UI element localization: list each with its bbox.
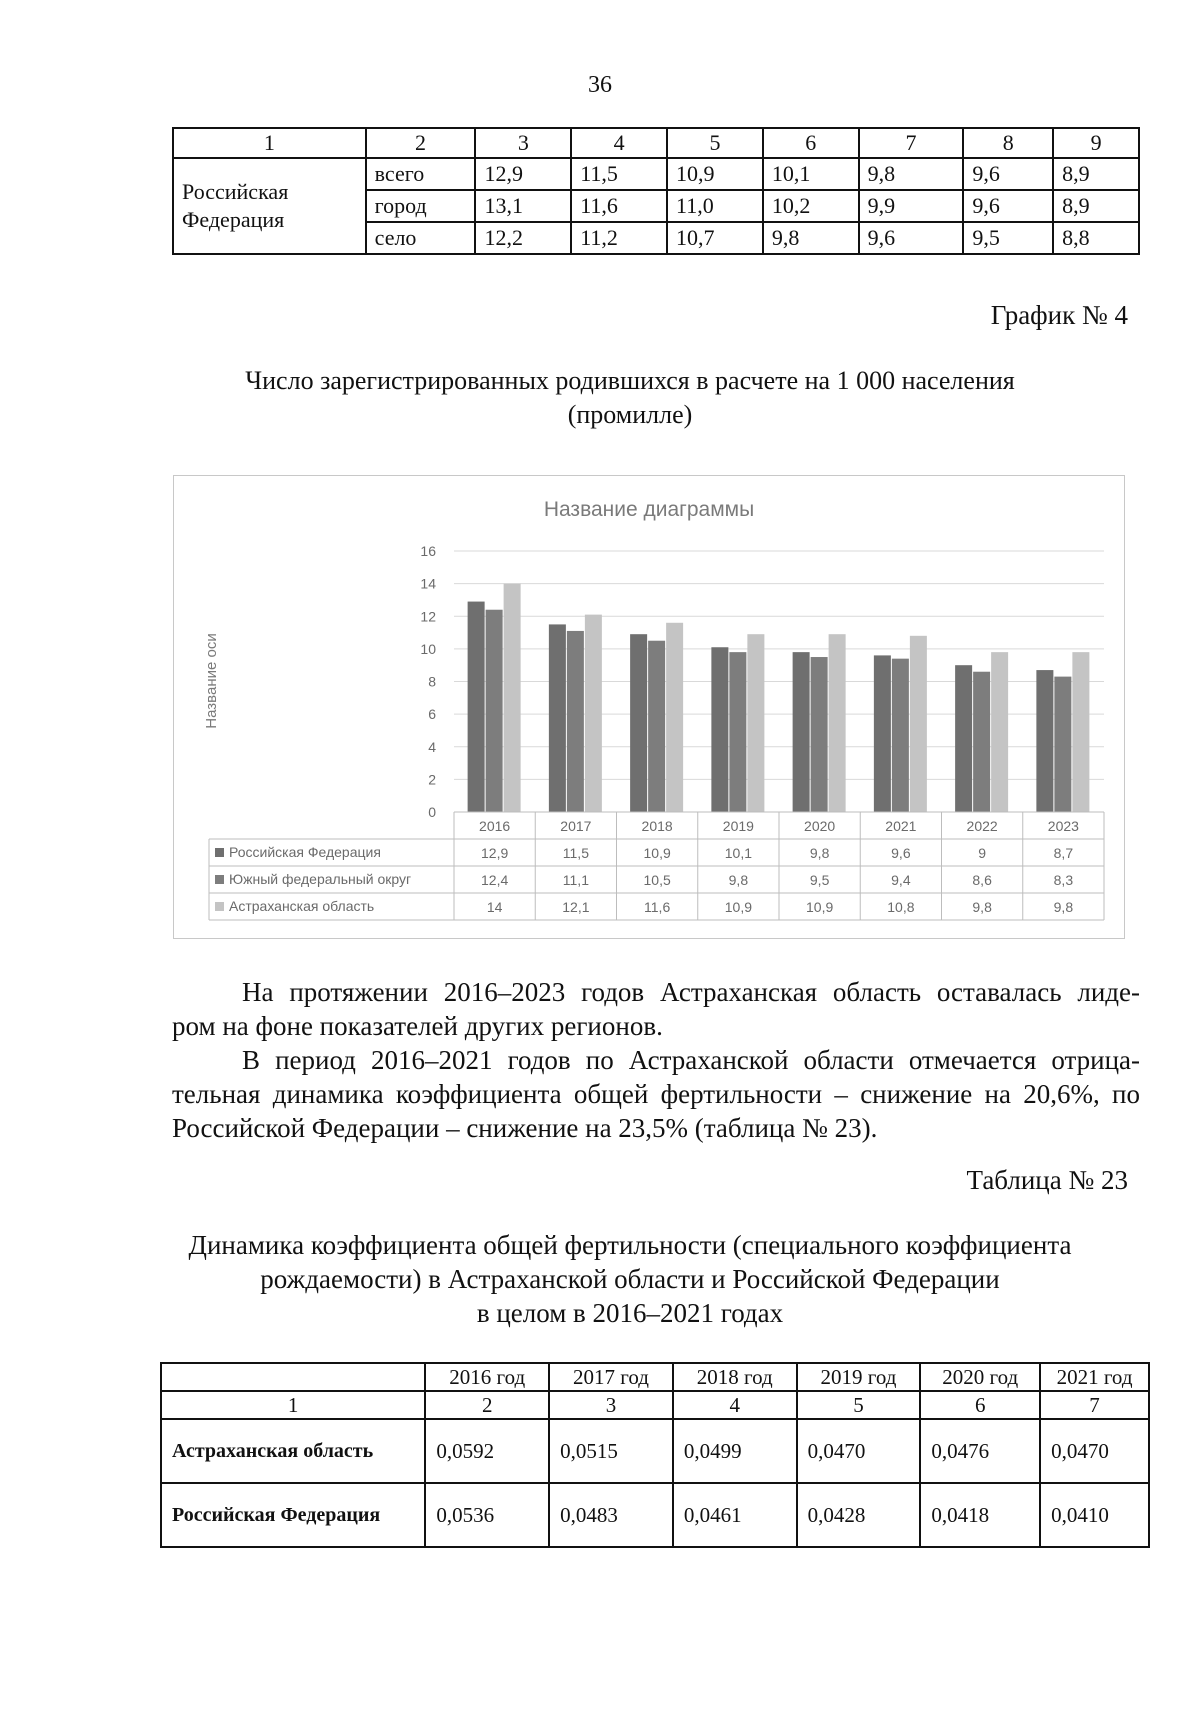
x-tick-label: 2017	[560, 818, 592, 834]
legend-swatch	[215, 848, 224, 857]
number-header-cell: 7	[1040, 1391, 1149, 1419]
table-cell: 0,0536	[425, 1483, 549, 1547]
top-table-header-cell: 3	[475, 128, 571, 158]
number-header-cell: 3	[549, 1391, 673, 1419]
bar	[874, 655, 891, 812]
table-cell: 0,0476	[920, 1419, 1040, 1483]
data-label: 8,6	[972, 872, 992, 888]
table-row	[161, 1483, 1149, 1547]
data-label: 9,8	[809, 845, 830, 861]
y-tick-label: 4	[428, 738, 436, 755]
bar	[811, 657, 828, 812]
data-label: 10,8	[887, 899, 915, 915]
data-label: 10,1	[724, 845, 752, 861]
table-cell: 0,0483	[549, 1483, 673, 1547]
top-table-header-cell: 7	[859, 128, 964, 158]
table-heading-line: рождаемости) в Астраханской области и Российской Федерации	[260, 1264, 1000, 1294]
paragraph-line: На протяжении 2016–2023 годов Астраханская область оставалась лиде-	[242, 977, 1140, 1007]
table-cell: 9,8	[763, 222, 859, 254]
table-heading-line: в целом в 2016–2021 годах	[476, 1298, 784, 1328]
table-row	[161, 1419, 1149, 1483]
table-cell: 12,2	[475, 222, 571, 254]
table-cell: 9,6	[963, 190, 1053, 222]
table-cell: 8,9	[1053, 158, 1139, 190]
y-tick-label: 10	[420, 640, 436, 657]
data-label: 10,9	[806, 899, 834, 915]
chart-frame	[173, 475, 1125, 939]
bar	[1054, 677, 1071, 812]
row-label: всего	[366, 158, 476, 190]
bar	[829, 634, 846, 812]
data-label: 9,4	[891, 872, 911, 888]
legend-swatch	[215, 902, 224, 911]
table-cell: 12,9	[475, 158, 571, 190]
top-table-header-cell: 6	[763, 128, 859, 158]
bar	[747, 634, 764, 812]
bar	[910, 636, 927, 812]
bar	[504, 584, 521, 812]
y-tick-label: 16	[420, 543, 436, 559]
year-header-cell: 2021 год	[1040, 1363, 1149, 1391]
bar	[549, 624, 566, 812]
paragraph-line: В период 2016–2021 годов по Астраханской области отмечается отрица-	[242, 1045, 1140, 1075]
table-cell: 9,6	[859, 222, 964, 254]
bar	[1072, 652, 1089, 812]
table-cell: 10,2	[763, 190, 859, 222]
bar	[585, 615, 602, 812]
row-label: село	[366, 222, 476, 254]
top-table	[172, 127, 1140, 255]
top-table-header-cell: 1	[173, 128, 366, 158]
bar	[630, 634, 647, 812]
table-cell: 0,0461	[673, 1483, 797, 1547]
data-label: 9,8	[972, 899, 992, 915]
table-heading-line: Динамика коэффициента общей фертильности (специального коэффициента	[188, 1230, 1072, 1260]
data-label: 11,1	[562, 872, 589, 888]
y-tick-label: 14	[420, 575, 436, 592]
bar	[729, 652, 746, 812]
year-header-cell: 2018 год	[673, 1363, 797, 1391]
y-tick-label: 2	[428, 771, 436, 788]
data-label: 10,9	[724, 899, 752, 915]
data-label: 11,6	[644, 899, 671, 915]
row-label: Астраханская область	[161, 1419, 425, 1483]
table-cell: 9,6	[963, 158, 1053, 190]
data-label: 12,4	[481, 872, 509, 888]
top-table-header-cell: 9	[1053, 128, 1139, 158]
x-tick-label: 2023	[1047, 818, 1079, 834]
x-tick-label: 2019	[722, 818, 754, 834]
bar	[666, 623, 683, 812]
paragraph-2	[172, 1043, 1140, 1145]
number-header-cell: 5	[797, 1391, 921, 1419]
top-table-header-cell: 2	[366, 128, 476, 158]
number-header-cell: 4	[673, 1391, 797, 1419]
legend-swatch	[215, 875, 224, 884]
table-cell: 9,8	[859, 158, 964, 190]
x-tick-label: 2018	[641, 818, 673, 834]
table-cell: 0,0499	[673, 1419, 797, 1483]
chart-heading-line: (промилле)	[567, 400, 693, 429]
legend-label: Южный федеральный округ	[229, 871, 412, 887]
bar	[648, 641, 665, 812]
data-label: 8,3	[1053, 872, 1074, 888]
table-cell: 11,0	[667, 190, 763, 222]
data-label: 11,5	[562, 845, 589, 861]
table-cell: 0,0410	[1040, 1483, 1149, 1547]
table-cell: 0,0418	[920, 1483, 1040, 1547]
data-label: 9,8	[728, 872, 749, 888]
table-heading	[150, 1228, 1110, 1330]
bar	[1036, 670, 1053, 812]
region-cell: Российская Федерация	[173, 158, 366, 254]
data-label: 14	[486, 899, 503, 915]
table-row	[173, 158, 1139, 190]
table-cell: 11,5	[571, 158, 667, 190]
table-cell: 11,2	[571, 222, 667, 254]
y-tick-label: 0	[428, 804, 436, 820]
year-header-cell: 2020 год	[920, 1363, 1040, 1391]
data-label: 9,8	[1053, 899, 1074, 915]
year-header-row	[161, 1363, 1149, 1391]
number-header-cell: 1	[161, 1391, 425, 1419]
chart-heading	[150, 364, 1110, 432]
paragraph-line: Российской Федерации – снижение на 23,5% (таблица № 23).	[172, 1113, 878, 1143]
table-cell: 8,9	[1053, 190, 1139, 222]
top-table-header-cell: 8	[963, 128, 1053, 158]
top-table-header-cell: 4	[571, 128, 667, 158]
table-cell: 9,9	[859, 190, 964, 222]
top-table-header-row	[173, 128, 1139, 158]
x-tick-label: 2020	[804, 818, 836, 834]
number-header-cell: 6	[920, 1391, 1040, 1419]
table-cell: 8,8	[1053, 222, 1139, 254]
table-number: Таблица № 23	[966, 1165, 1128, 1195]
table-cell: 11,6	[571, 190, 667, 222]
data-label: 9	[978, 845, 987, 861]
bar	[567, 631, 584, 812]
page-number: 36	[588, 72, 612, 98]
bar	[955, 665, 972, 812]
table-cell: 0,0428	[797, 1483, 921, 1547]
data-label: 9,5	[809, 872, 830, 888]
data-label: 12,1	[562, 899, 590, 915]
y-tick-label: 12	[420, 608, 436, 625]
chart-number: График № 4	[990, 300, 1128, 330]
bar	[973, 672, 990, 812]
chart-title: Название диаграммы	[543, 498, 755, 521]
y-tick-label: 8	[428, 673, 436, 690]
table-cell: 9,5	[963, 222, 1053, 254]
row-label: Российская Федерация	[161, 1483, 425, 1547]
bar	[711, 647, 728, 812]
year-header-cell: 2017 год	[549, 1363, 673, 1391]
data-label: 12,9	[481, 845, 509, 861]
table-cell: 10,1	[763, 158, 859, 190]
top-table-header-cell: 5	[667, 128, 763, 158]
table-cell: 0,0592	[425, 1419, 549, 1483]
bar	[486, 610, 503, 812]
number-header-row	[161, 1391, 1149, 1419]
table-cell: 10,9	[667, 158, 763, 190]
data-label: 10,9	[643, 845, 671, 861]
x-tick-label: 2016	[479, 818, 511, 834]
table-cell: 0,0515	[549, 1419, 673, 1483]
legend-label: Астраханская область	[229, 898, 375, 914]
bar	[892, 659, 909, 812]
bar	[468, 602, 485, 812]
legend-label: Российская Федерация	[229, 844, 381, 860]
number-header-cell: 2	[425, 1391, 549, 1419]
table-cell: 0,0470	[1040, 1419, 1149, 1483]
data-label: 9,6	[891, 845, 911, 861]
x-tick-label: 2022	[966, 818, 998, 834]
x-tick-label: 2021	[885, 818, 917, 834]
table-cell: 13,1	[475, 190, 571, 222]
paragraph-1	[172, 975, 1140, 1043]
fertility-table	[160, 1362, 1150, 1548]
row-label: город	[366, 190, 476, 222]
paragraph-line: ром на фоне показателей других регионов.	[172, 1011, 663, 1041]
table-cell: 10,7	[667, 222, 763, 254]
data-label: 8,7	[1053, 845, 1074, 861]
y-axis-label: Название оси	[203, 633, 220, 729]
year-header-cell: 2019 год	[797, 1363, 921, 1391]
data-label: 10,5	[643, 872, 671, 888]
paragraph-line: тельная динамика коэффициента общей фертильности – снижение на 20,6%, по	[172, 1079, 1140, 1109]
bar	[793, 652, 810, 812]
table-cell: 0,0470	[797, 1419, 921, 1483]
bar-chart	[174, 476, 1124, 938]
chart-heading-line: Число зарегистрированных родившихся в расчете на 1 000 населения	[245, 366, 1015, 395]
year-header-cell: 2016 год	[425, 1363, 549, 1391]
empty-header-cell	[161, 1363, 425, 1391]
bar	[991, 652, 1008, 812]
y-tick-label: 6	[428, 706, 436, 723]
